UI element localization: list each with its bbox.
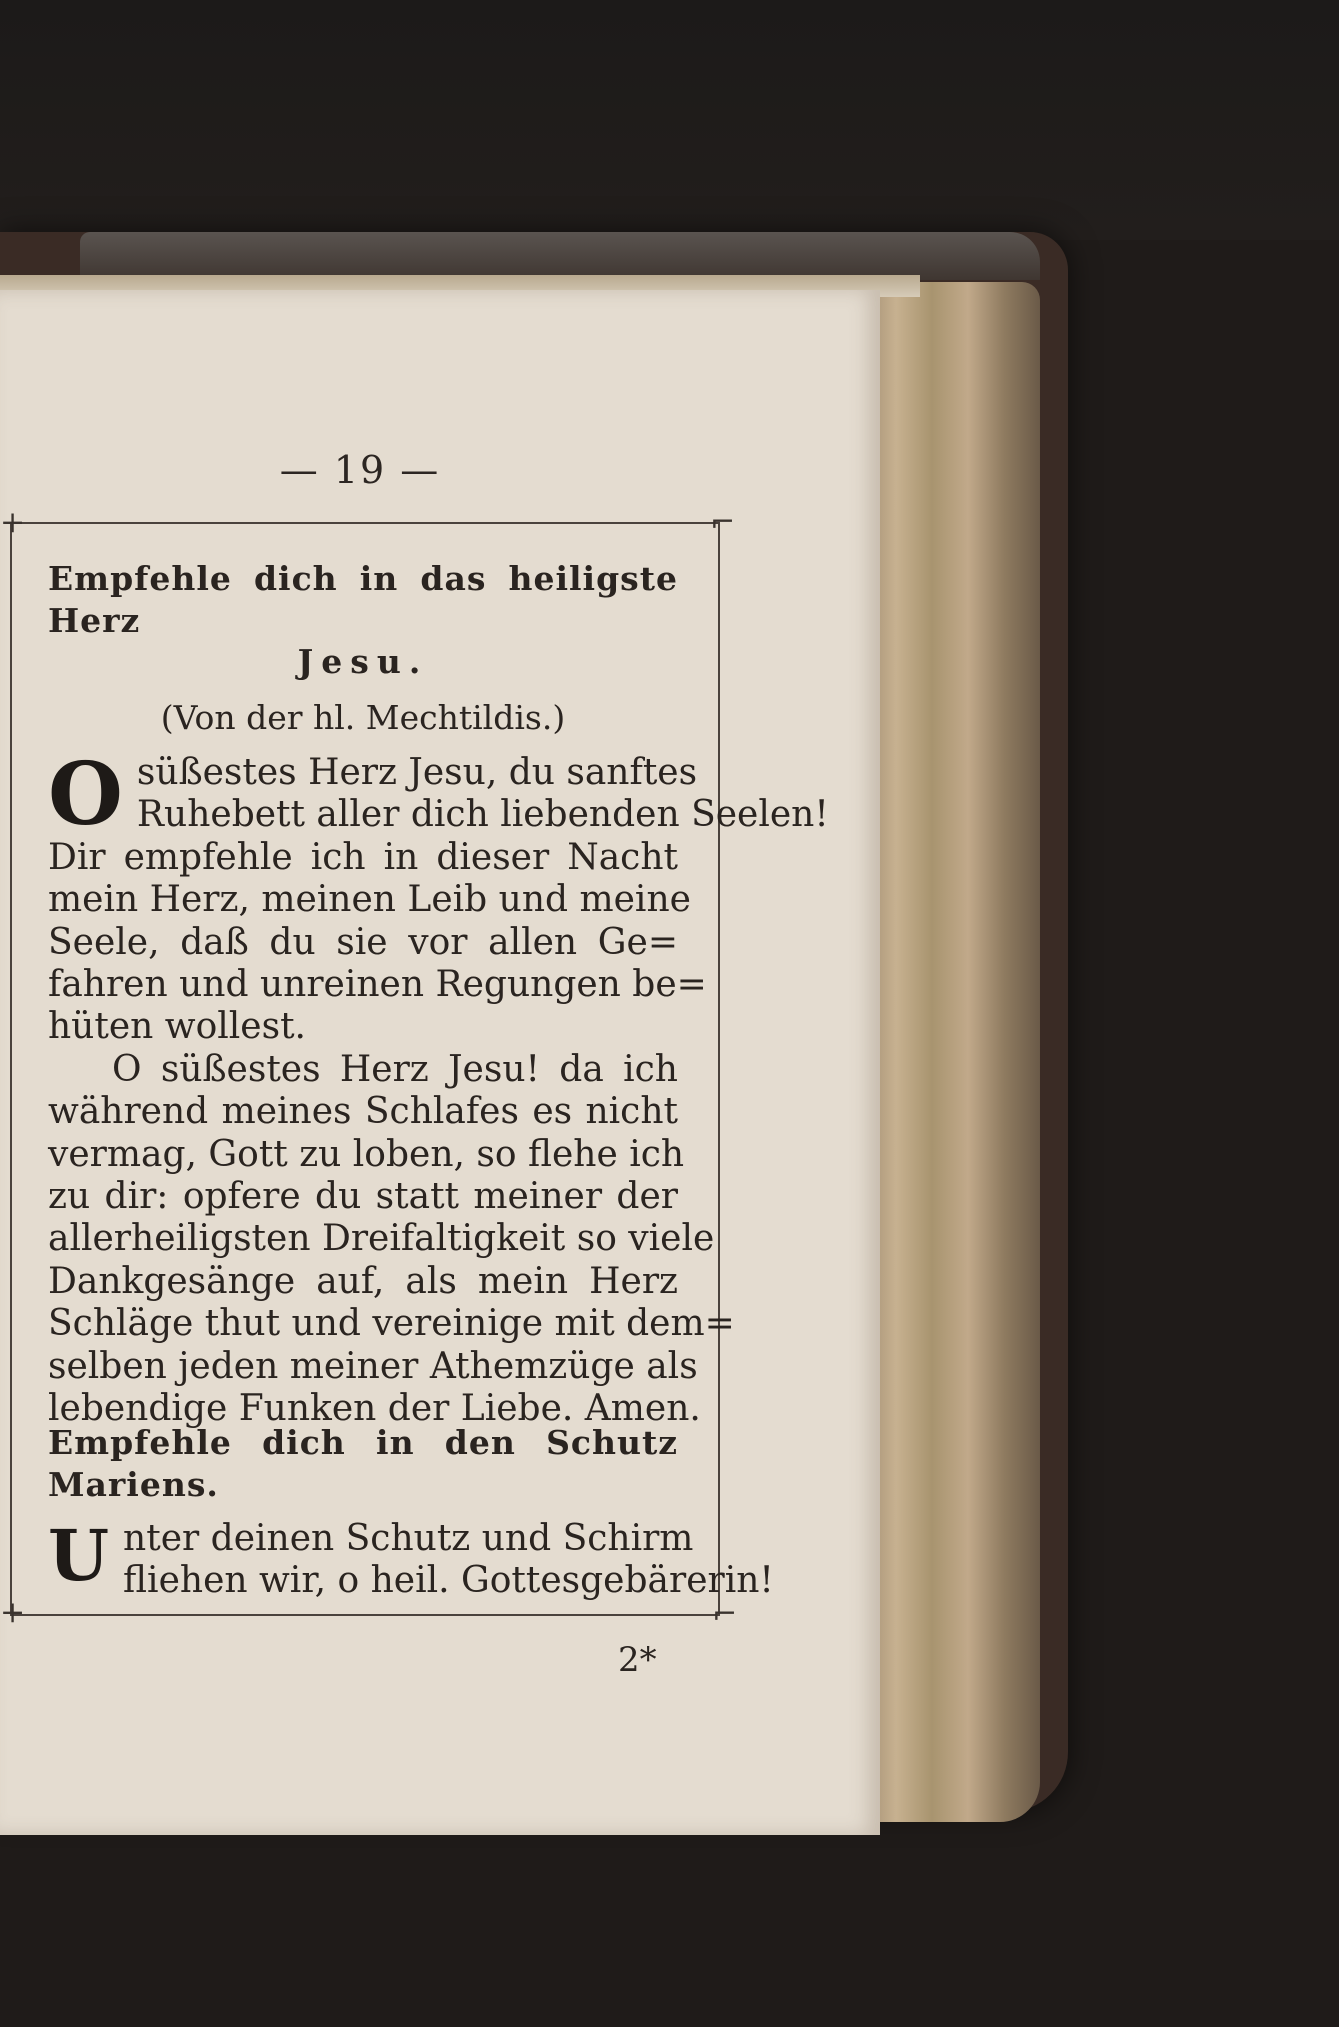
text-line: fahren und unreinen Regungen be= (48, 964, 707, 1006)
text-line: O süßestes Herz Jesu! da ich (112, 1048, 678, 1090)
section-heading-continued: Jesu. (297, 642, 429, 681)
text-line: vermag, Gott zu loben, so flehe ich (48, 1133, 685, 1175)
section-heading: Empfehle dich in das heiligste Herz (48, 559, 678, 640)
drop-cap: O (48, 744, 123, 845)
background-bottom (0, 1840, 1339, 2027)
text-line: Ruhebett aller dich liebenden Seelen! (136, 794, 829, 836)
frame-corner-bottom-right: ⌐ (712, 1597, 738, 1632)
paragraph-2 (48, 1048, 735, 1431)
text-line: mein Herz, meinen Leib und meine (48, 879, 691, 921)
gilt-page-edge (860, 282, 1040, 1822)
background-top (0, 0, 1339, 240)
page-number: — 19 — (279, 448, 441, 492)
paragraph-3 (48, 1514, 774, 1603)
text-line: süßestes Herz Jesu, du sanftes (136, 752, 698, 793)
paragraph-1 (48, 744, 829, 1049)
text-line: während meines Schlafes es nicht (48, 1091, 678, 1133)
frame-corner-top-right: ⌐ (710, 505, 736, 540)
book-cover-spine-top (80, 232, 1040, 280)
printer-signature-mark: 2* (618, 1640, 657, 1680)
text-line: Schläge thut und vereinige mit dem= (48, 1303, 735, 1345)
frame-corner-top-left: + (0, 505, 26, 540)
frame-corner-bottom-left: + (0, 1595, 26, 1630)
text-line: selben jeden meiner Athemzüge als (48, 1345, 698, 1387)
text-line: fliehen wir, o heil. Gottesgebärerin! (123, 1560, 774, 1602)
attribution: (Von der hl. Mechtildis.) (160, 698, 566, 737)
text-line: allerheiligsten Dreifaltigkeit so viele (48, 1218, 715, 1260)
text-line: lebendige Funken der Liebe. Amen. (48, 1388, 701, 1430)
text-line: hüten wollest. (48, 1006, 306, 1048)
drop-cap: U (48, 1514, 110, 1597)
text-line: nter deinen Schutz und Schirm (123, 1518, 694, 1559)
section-heading: Empfehle dich in den Schutz Mariens. (48, 1423, 678, 1504)
section-heart-of-jesus (48, 558, 829, 1431)
text-line: Dankgesänge auf, als mein Herz (48, 1260, 678, 1302)
text-line: Seele, daß du sie vor allen Ge= (48, 921, 678, 963)
text-line: zu dir: opfere du statt meiner der (48, 1176, 678, 1218)
section-protection-of-mary (48, 1422, 774, 1603)
text-line: Dir empfehle ich in dieser Nacht (48, 836, 678, 878)
